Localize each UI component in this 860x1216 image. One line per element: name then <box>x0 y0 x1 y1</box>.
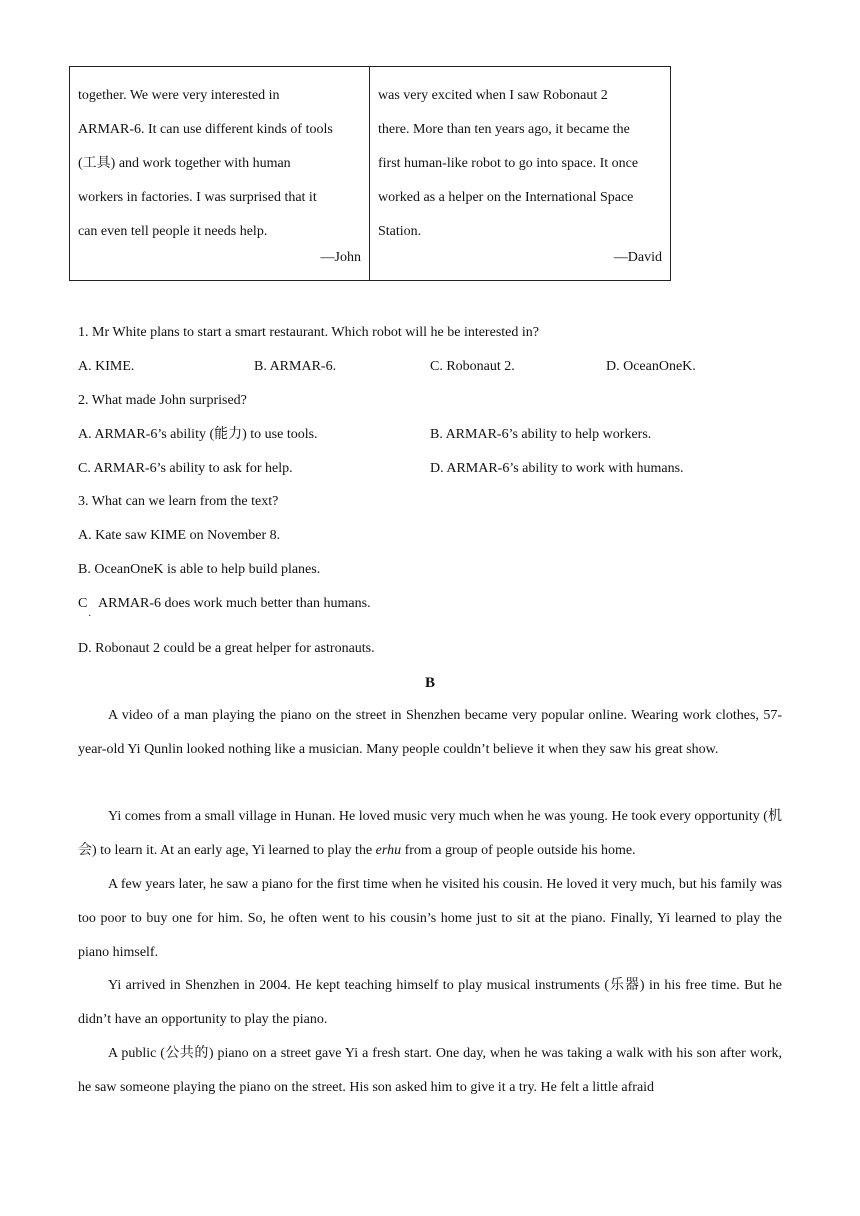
comment-line: Station. <box>378 224 422 239</box>
comment-line: was very excited when I saw Robonaut 2 <box>378 88 608 103</box>
question-1-option-c: C. Robonaut 2. <box>430 359 515 374</box>
question-2-stem: 2. What made John surprised? <box>78 393 247 408</box>
question-2-option-a: A. ARMAR-6’s ability (能力) to use tools. <box>78 427 318 442</box>
paragraph-2 <box>78 800 782 868</box>
question-2-option-c: C. ARMAR-6’s ability to ask for help. <box>78 461 293 476</box>
paragraph-1: A video of a man playing the piano on the street in Shenzhen became very popular online. Wearing work clothes, 57-year-old Yi Qunlin looked nothing like a musician. Many people couldn’t believe it when they saw his great show. <box>78 708 782 757</box>
paragraph-3: A few years later, he saw a piano for the first time when he visited his cousin. He loved it very much, but his family was too poor to buy one for him. So, he often went to his cousin’s home just to sit at the piano. Finally, Yi learned to play the piano himself. <box>78 877 782 960</box>
question-3-option-b: B. OceanOneK is able to help build planes. <box>78 562 321 577</box>
question-1-option-d: D. OceanOneK. <box>606 359 696 374</box>
comment-text-john <box>78 79 363 249</box>
signature-john: —John <box>320 250 361 265</box>
comment-line: workers in factories. I was surprised that it <box>78 190 317 205</box>
comment-cell-david <box>370 67 670 280</box>
paragraph-2-text-b: from a group of people outside his home. <box>401 842 636 858</box>
question-1-option-b: B. ARMAR-6. <box>254 359 337 374</box>
section-b-title: B <box>424 675 435 691</box>
comment-line: together. We were very interested in <box>78 88 280 103</box>
paragraph-5: A public (公共的) piano on a street gave Yi a fresh start. One day, when he was taking a walk with his son after work, he saw someone playing the piano on the street. His son asked him to give it a try. He felt a little afraid <box>78 1046 782 1095</box>
question-1-stem: 1. Mr White plans to start a smart restaurant. Which robot will he be interested in? <box>78 325 539 340</box>
signature-david: —David <box>613 250 662 265</box>
comment-line: there. More than ten years ago, it became the <box>378 122 630 137</box>
question-3-option-d: D. Robonaut 2 could be a great helper for astronauts. <box>78 641 375 656</box>
comment-line: (工具) and work together with human <box>78 156 291 171</box>
comment-text-david <box>378 79 664 249</box>
paragraph-2-italic-erhu: erhu <box>375 842 402 858</box>
question-3-option-c-letter: C <box>78 596 88 611</box>
comment-line: can even tell people it needs help. <box>78 224 268 239</box>
paragraph-2-text-a: Yi comes from a small village in Hunan. He loved music very much when he was young. He took every opportunity (机会) to learn it. At an early age, Yi learned to play the <box>78 809 782 858</box>
question-3-option-c-text: ARMAR-6 does work much better than humans. <box>98 596 371 611</box>
comment-line: ARMAR-6. It can use different kinds of tools <box>78 122 333 137</box>
comment-line: first human-like robot to go into space. It once <box>378 156 639 171</box>
comment-line: worked as a helper on the International Space <box>378 190 634 205</box>
question-1-option-a: A. KIME. <box>78 359 135 374</box>
question-2-option-b: B. ARMAR-6’s ability to help workers. <box>430 427 652 442</box>
option-dot-mark: · <box>88 611 92 622</box>
paragraph-4: Yi arrived in Shenzhen in 2004. He kept teaching himself to play musical instruments (乐器) in his free time. But he didn’t have an opportunity to play the piano. <box>78 978 782 1027</box>
question-3-option-a: A. Kate saw KIME on November 8. <box>78 528 281 543</box>
question-3-stem: 3. What can we learn from the text? <box>78 494 279 509</box>
question-2-option-d: D. ARMAR-6’s ability to work with humans. <box>430 461 684 476</box>
comments-table <box>69 66 671 281</box>
comment-cell-john <box>70 67 370 280</box>
